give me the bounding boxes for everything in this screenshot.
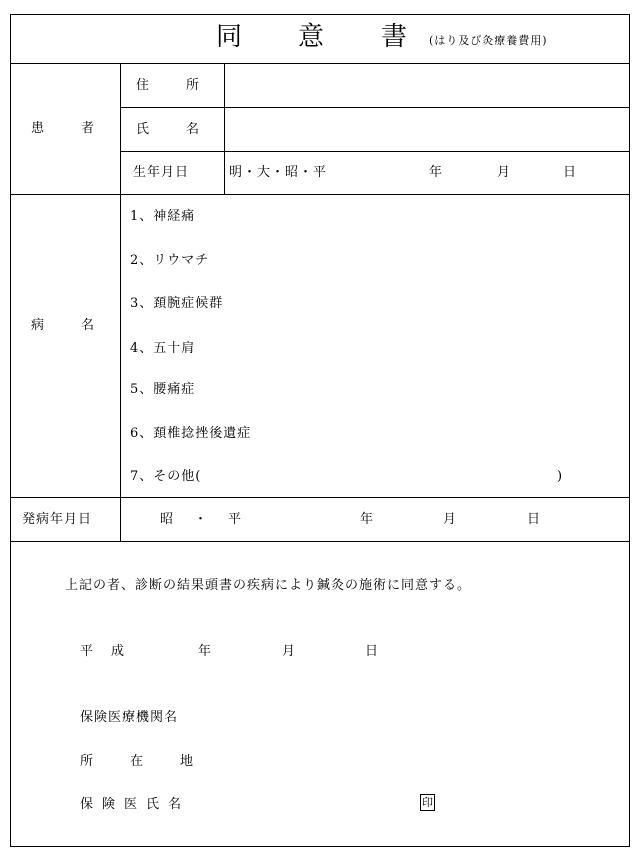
rule-under-disease (10, 497, 630, 498)
rule-under-onset (10, 541, 630, 542)
onset-day-unit: 日 (527, 512, 542, 527)
onset-era-heisei: 平 (228, 512, 243, 527)
consent-day-unit: 日 (365, 644, 380, 659)
address-label-2: 所 (186, 78, 201, 93)
rule-under-address (120, 107, 630, 108)
onset-year-unit: 年 (360, 512, 375, 527)
rule-under-name (120, 151, 630, 152)
title-char-3: 書 (381, 22, 408, 52)
consent-year-unit: 年 (198, 644, 213, 659)
consent-month-unit: 月 (282, 644, 297, 659)
disease-item: 2、リウマチ (130, 253, 210, 268)
doctor-name-label: 保険医氏名 (80, 797, 191, 812)
disease-section-label-1: 病 (31, 318, 46, 333)
disease-section-label-2: 名 (81, 318, 96, 333)
institution-name-label: 保険医療機関名 (80, 710, 179, 725)
birth-year-unit: 年 (429, 165, 444, 180)
onset-era-showa: 昭 (160, 512, 175, 527)
seal-mark: 印 (422, 796, 433, 809)
address-label-1: 住 (136, 78, 151, 93)
title-char-1: 同 (216, 22, 243, 52)
name-label-1: 氏 (136, 122, 151, 137)
onset-era-dot: ・ (194, 512, 209, 527)
rule-left-column (120, 63, 121, 541)
title-char-2: 意 (298, 22, 325, 52)
name-label-2: 名 (186, 122, 201, 137)
consent-statement: 上記の者、診断の結果頭書の疾病により鍼灸の施術に同意する。 (65, 578, 472, 593)
title-subtitle: (はり及び灸療養費用) (429, 34, 548, 47)
birth-date-label: 生年月日 (133, 165, 190, 180)
consent-date-era: 平成 (80, 644, 143, 659)
birth-era-options: 明・大・昭・平 (229, 165, 328, 180)
patient-section-label-2: 者 (81, 121, 96, 136)
rule-label-column (224, 63, 225, 194)
disease-item-other: 7、その他( (130, 469, 202, 484)
disease-item: 6、頚椎捻挫後遺症 (130, 426, 252, 441)
location-label-2: 在 (130, 754, 145, 769)
disease-item: 4、五十肩 (130, 341, 196, 356)
patient-section-label-1: 患 (31, 121, 46, 136)
disease-item: 1、神経痛 (130, 209, 196, 224)
location-label-3: 地 (180, 754, 195, 769)
disease-item: 3、頚腕症候群 (130, 296, 224, 311)
rule-under-title (10, 63, 630, 64)
rule-under-patient (10, 194, 630, 195)
disease-other-close-paren: ) (557, 469, 564, 484)
onset-month-unit: 月 (443, 512, 458, 527)
birth-month-unit: 月 (497, 165, 512, 180)
disease-item: 5、腰痛症 (130, 382, 196, 397)
location-label-1: 所 (80, 754, 95, 769)
birth-day-unit: 日 (563, 165, 578, 180)
onset-date-label: 発病年月日 (22, 512, 93, 527)
